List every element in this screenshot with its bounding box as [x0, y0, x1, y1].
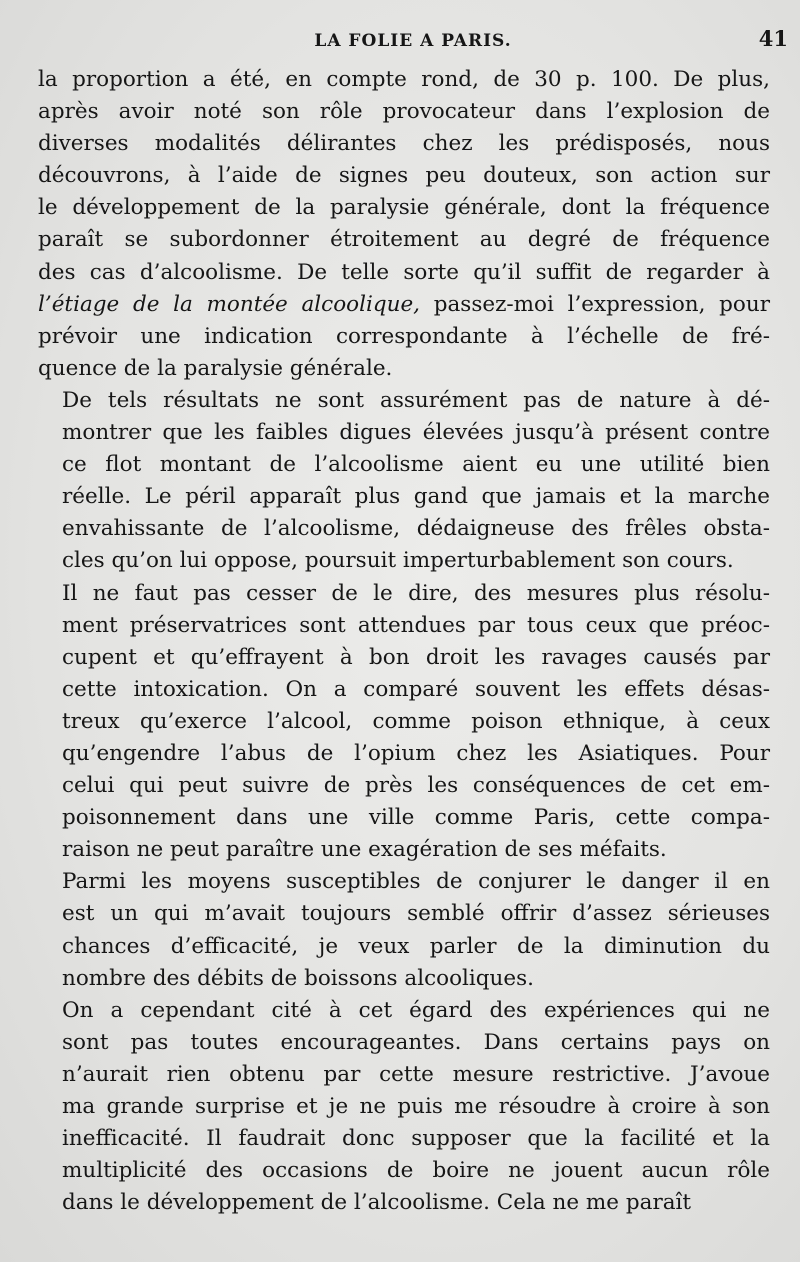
text-line: inefficacité. Il faudrait donc supposer que la facilité et la	[62, 1126, 770, 1152]
text-line: cles qu’on lui oppose, poursuit imperturbablement son cours.	[62, 548, 734, 574]
text-line: celui qui peut suivre de près les conséquences de cet em-	[62, 773, 770, 799]
text-line: Il ne faut pas cesser de le dire, des mesures plus résolu-	[62, 580, 770, 606]
text-line: sont pas toutes encourageantes. Dans certains pays on	[62, 1029, 770, 1055]
text-line: dans le développement de l’alcoolisme. Cela ne me paraît	[62, 1190, 692, 1216]
text-line: la proportion a été, en compte rond, de 30 p. 100. De plus,	[38, 67, 770, 92]
page-number: 41	[758, 26, 788, 51]
text-line: On a cependant cité à cet égard des expériences qui ne	[62, 997, 770, 1023]
text-line: qu’engendre l’abus de l’opium chez les Asiatiques. Pour	[62, 740, 770, 766]
text-line: ma grande surprise et je ne puis me résoudre à croire à son	[62, 1094, 770, 1119]
text-line: paraît se subordonner étroitement au degré de fréquence	[38, 227, 770, 253]
text-line: chances d’efficacité, je veux parler de la diminution du	[62, 933, 770, 959]
text-line: De tels résultats ne sont assurément pas de nature à dé-	[62, 387, 770, 413]
text-line: ce flot montant de l’alcoolisme aient eu une utilité bien	[62, 452, 770, 478]
text-line: multiplicité des occasions de boire ne jouent aucun rôle	[62, 1158, 770, 1184]
paragraph	[38, 995, 770, 1220]
text-line: treux qu’exerce l’alcool, comme poison ethnique, à ceux	[62, 708, 770, 734]
text-line: cupent et qu’effrayent à bon droit les ravages causés par	[62, 644, 770, 670]
paragraph	[38, 866, 770, 994]
paragraph	[38, 578, 770, 867]
text-line: réelle. Le péril apparaît plus gand que jamais et la marche	[62, 484, 770, 510]
text-line: des cas d’alcoolisme. De telle sorte qu’il suffit de regarder à	[38, 259, 770, 285]
text-line: raison ne peut paraître une exagération de ses méfaits.	[62, 837, 667, 863]
running-head	[38, 26, 788, 64]
text-line: est un qui m’avait toujours semblé offrir d’assez sérieuses	[62, 901, 770, 927]
text-line	[38, 289, 770, 321]
text-line: quence de la paralysie générale.	[38, 355, 393, 381]
paragraph	[38, 64, 770, 385]
text-line: diverses modalités délirantes chez les prédisposés, nous	[38, 131, 770, 157]
text-line: prévoir une indication correspondante à l’échelle de fré-	[38, 323, 770, 349]
text-line: le développement de la paralysie générale, dont la fréquence	[38, 195, 770, 221]
text-line: découvrons, à l’aide de signes peu douteux, son action sur	[38, 163, 770, 189]
text-line: montrer que les faibles digues élevées jusqu’à présent contre	[62, 420, 770, 446]
text-line: après avoir noté son rôle provocateur dans l’explosion de	[38, 99, 770, 125]
running-title: LA FOLIE A PARIS.	[314, 31, 512, 51]
body-text	[38, 64, 770, 1219]
text-line: nombre des débits de boissons alcooliques.	[62, 965, 534, 991]
text-line: n’aurait rien obtenu par cette mesure restrictive. J’avoue	[62, 1061, 770, 1087]
line-remainder: passez-moi l’expression, pour	[420, 291, 770, 317]
italic-phrase: l’étiage de la montée alcoolique,	[38, 291, 421, 317]
text-line: Parmi les moyens susceptibles de conjurer le danger il en	[62, 869, 770, 895]
paragraph	[38, 385, 770, 578]
text-line: poisonnement dans une ville comme Paris, cette compa-	[62, 805, 770, 831]
text-line: envahissante de l’alcoolisme, dédaigneuse des frêles obsta-	[62, 516, 770, 542]
text-line: ment préservatrices sont attendues par tous ceux que préoc-	[62, 612, 770, 638]
text-line: cette intoxication. On a comparé souvent les effets désas-	[62, 676, 770, 702]
